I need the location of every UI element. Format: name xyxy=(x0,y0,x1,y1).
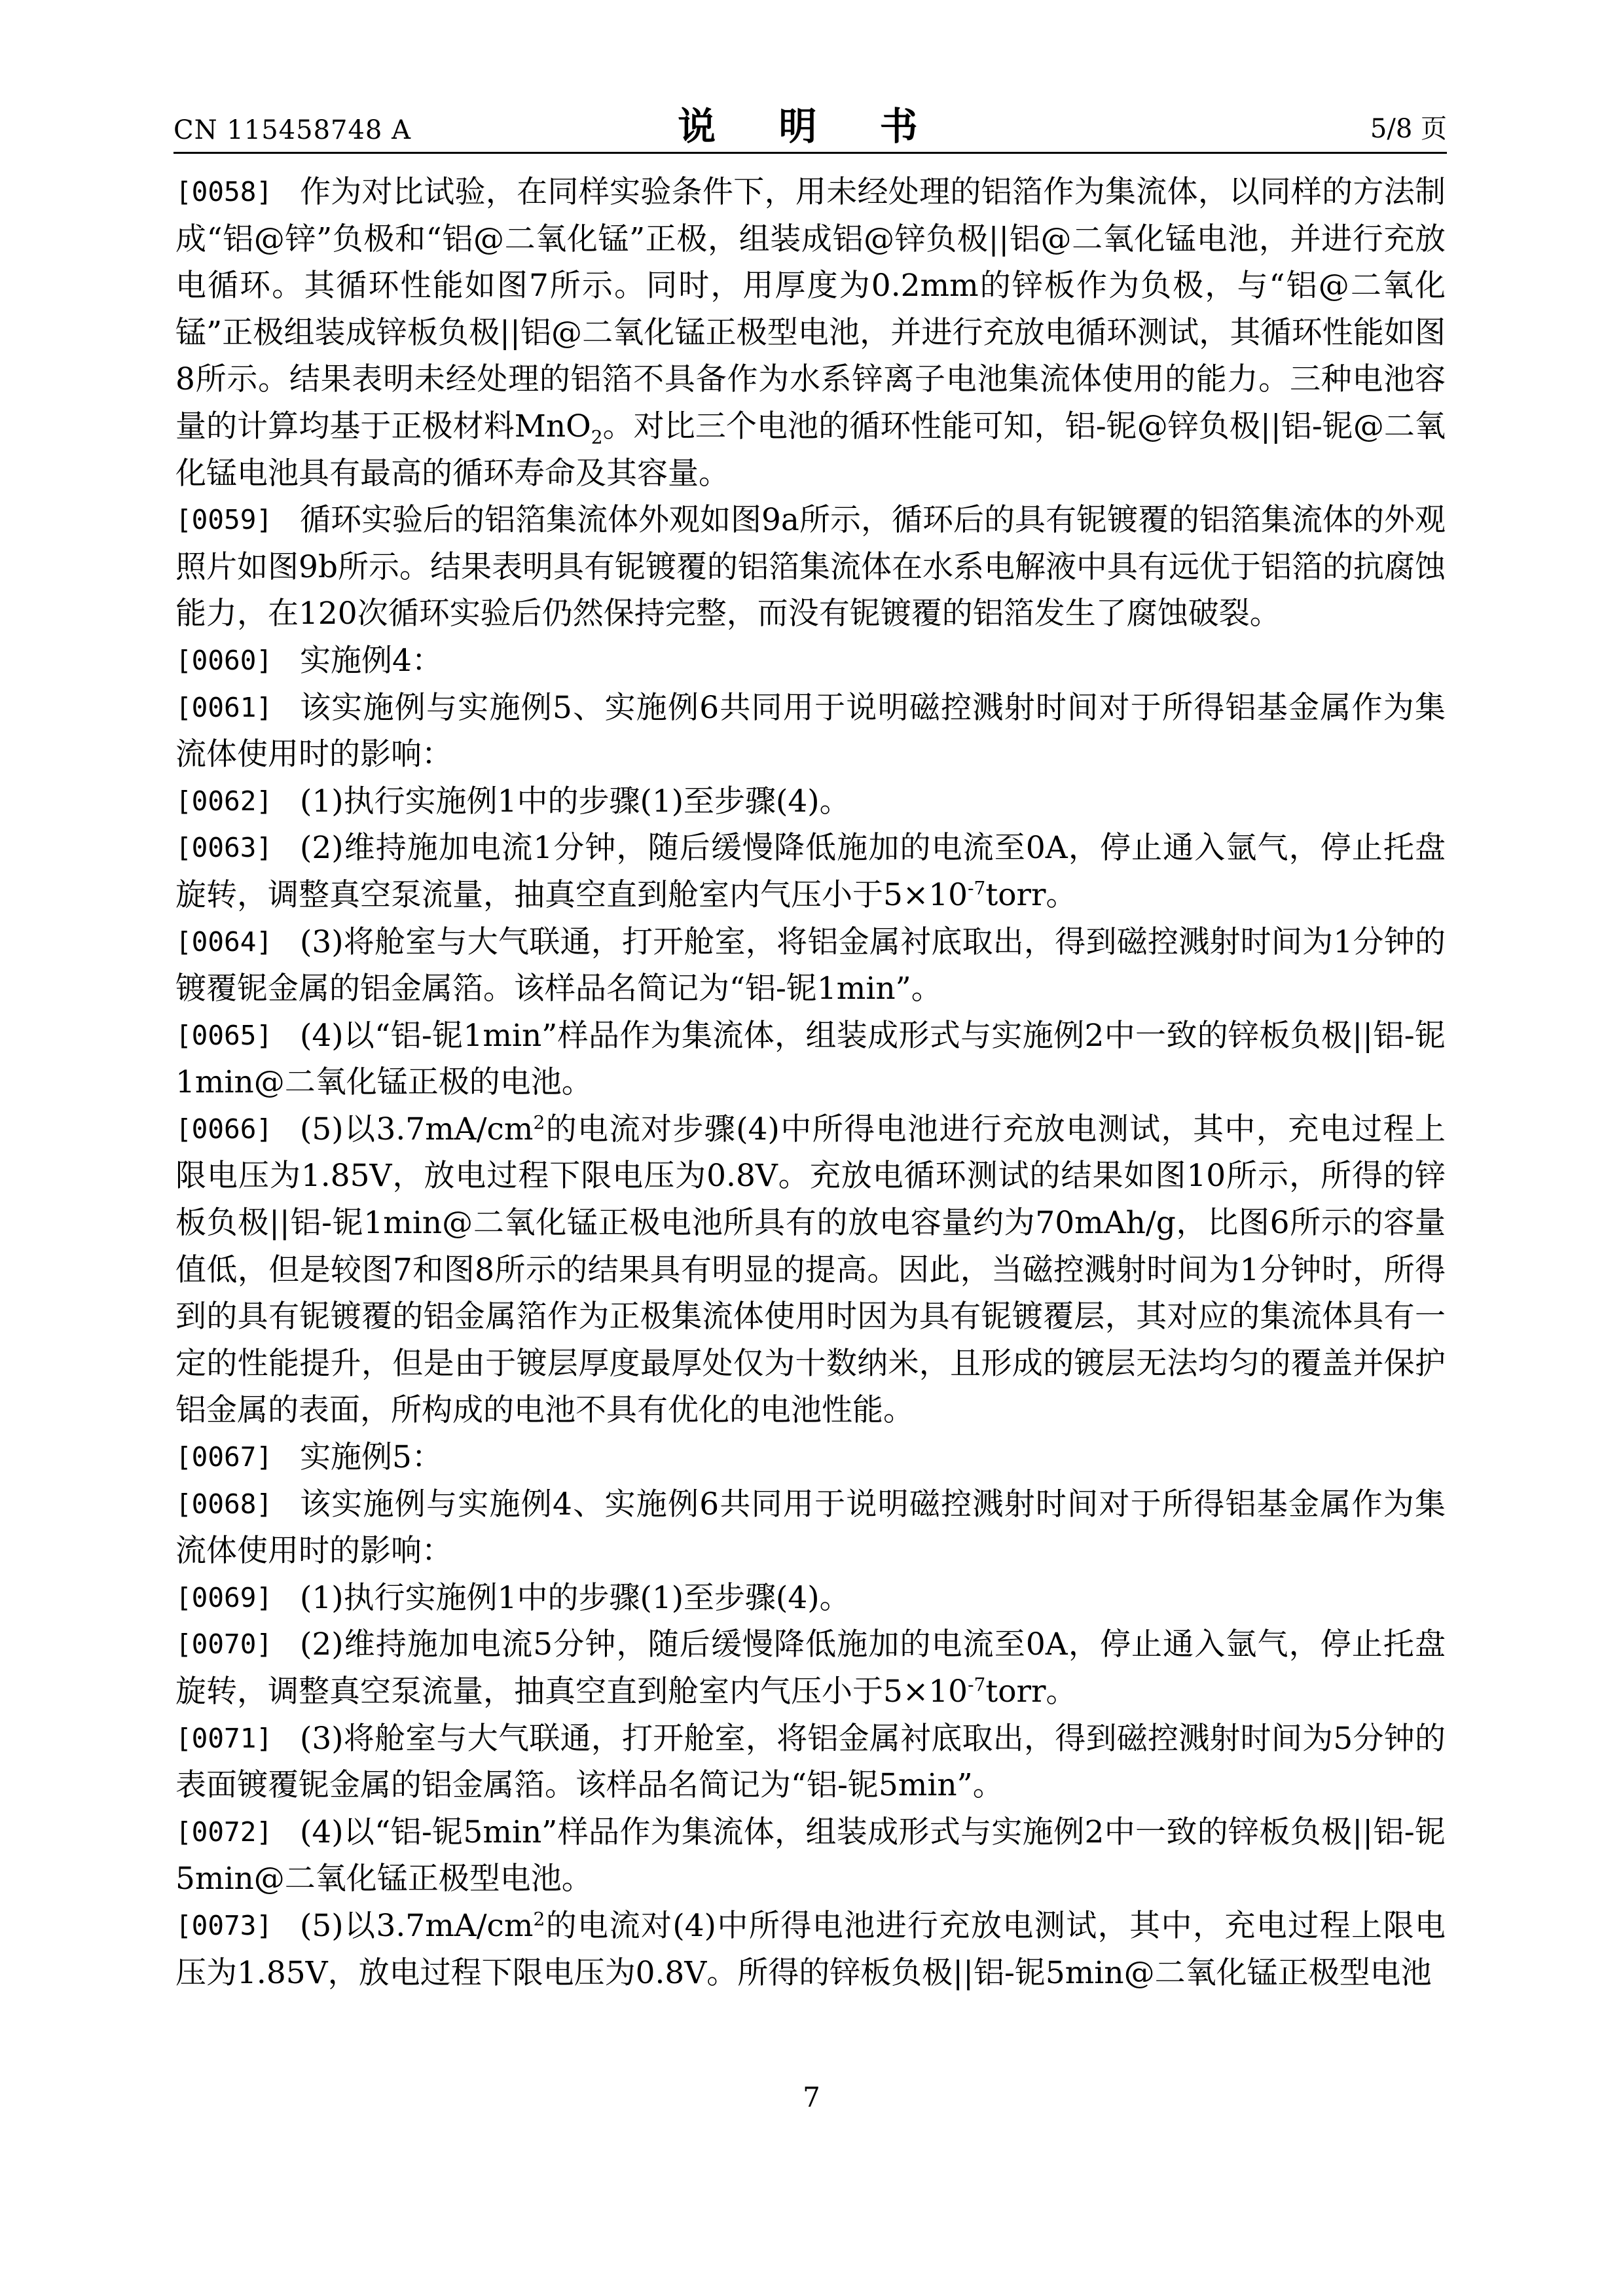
paragraph-number: [0071] xyxy=(175,1722,273,1754)
paragraph xyxy=(175,169,1446,497)
paragraph-text: (4)以“铝-铌5min”样品作为集流体，组装成形式与实施例2中一致的锌板负极||铝-铌5min@二氧化锰正极型电池。 xyxy=(175,1814,1446,1897)
paragraph-number: [0064] xyxy=(175,925,273,958)
paragraph-text: 。对比三个电池的循环性能可知，铝-铌@锌负极||铝-铌@二氧化锰电池具有最高的循环寿命及其容量。 xyxy=(175,408,1446,492)
paragraph-number: [0072] xyxy=(175,1816,273,1848)
paragraph-number: [0069] xyxy=(175,1581,273,1613)
paragraph-text: (2)维持施加电流5分钟，随后缓慢降低施加的电流至0A，停止通入氩气，停止托盘旋转，调整真空泵流量，抽真空直到舱室内气压小于5×10 xyxy=(175,1626,1446,1710)
paragraph xyxy=(175,685,1446,778)
page-number: 7 xyxy=(803,2081,820,2113)
paragraph xyxy=(175,1621,1446,1715)
paragraph xyxy=(175,825,1446,918)
paragraph-number: [0067] xyxy=(175,1441,273,1473)
paragraph-text: (2)维持施加电流1分钟，随后缓慢降低施加的电流至0A，停止通入氩气，停止托盘旋转，调整真空泵流量，抽真空直到舱室内气压小于5×10 xyxy=(175,830,1446,913)
paragraph-number: [0061] xyxy=(175,691,273,723)
superscript: 2 xyxy=(533,1908,545,1930)
paragraph xyxy=(175,919,1446,1013)
paragraph-text: 的电流对(4)中所得电池进行充放电测试，其中，充电过程上限电压为1.85V，放电过程下限电压为0.8V。所得的锌板负极||铝-铌5min@二氧化锰正极型电池 xyxy=(175,1907,1446,1991)
paragraph-text: (1)执行实施例1中的步骤(1)至步骤(4)。 xyxy=(300,783,850,819)
paragraph-number: [0058] xyxy=(175,176,273,207)
paragraph xyxy=(175,1809,1446,1903)
paragraph-number: [0059] xyxy=(175,504,273,536)
paragraph-text: 该实施例与实施例4、实施例6共同用于说明磁控溅射时间对于所得铝基金属作为集流体使用时的影响： xyxy=(175,1486,1446,1570)
paragraph-text: 作为对比试验，在同样实验条件下，用未经处理的铝箔作为集流体，以同样的方法制成“铝@锌”负极和“铝@二氧化锰”正极，组装成铝@锌负极||铝@二氧化锰电池，并进行充放电循环。其循环性能如图7所示。同时，用厚度为0.2mm的锌板作为负极，与“铝@二氧化锰”正极组装成锌板负极||铝@二氧化锰正极型电池，并进行充放电循环测试，其循环性能如图8所示。结果表明未经处理的铝箔不具备作为水系锌离子电池集流体使用的能力。三种电池容量的计算均基于正极材料MnO xyxy=(175,174,1446,444)
paragraph xyxy=(175,1434,1446,1481)
paragraph xyxy=(175,1715,1446,1809)
paragraph-text: (5)以3.7mA/cm xyxy=(300,1111,534,1147)
superscript: -7 xyxy=(968,877,986,899)
superscript: -7 xyxy=(968,1674,986,1696)
header-rule xyxy=(173,152,1447,154)
paragraph-number: [0073] xyxy=(175,1909,273,1941)
paragraph xyxy=(175,1481,1446,1575)
paragraph-text: (5)以3.7mA/cm xyxy=(300,1907,534,1944)
paragraph-text: (3)将舱室与大气联通，打开舱室，将铝金属衬底取出，得到磁控溅射时间为1分钟的镀覆铌金属的铝金属箔。该样品名简记为“铝-铌1min”。 xyxy=(175,924,1446,1007)
paragraph-text: 该实施例与实施例5、实施例6共同用于说明磁控溅射时间对于所得铝基金属作为集流体使用时的影响： xyxy=(175,689,1446,773)
paragraph-text: (1)执行实施例1中的步骤(1)至步骤(4)。 xyxy=(300,1579,850,1616)
document-body xyxy=(175,169,1446,1996)
paragraph-number: [0070] xyxy=(175,1628,273,1660)
paragraph xyxy=(175,778,1446,825)
paragraph-number: [0063] xyxy=(175,832,273,864)
paragraph-text: torr。 xyxy=(985,876,1077,913)
superscript: 2 xyxy=(533,1111,545,1134)
paragraph xyxy=(175,1106,1446,1434)
paragraph-number: [0066] xyxy=(175,1113,273,1145)
paragraph-text: 循环实验后的铝箔集流体外观如图9a所示，循环后的具有铌镀覆的铝箔集流体的外观照片如图9b所示。结果表明具有铌镀覆的铝箔集流体在水系电解液中具有远优于铝箔的抗腐蚀能力，在120次循环实验后仍然保持完整，而没有铌镀覆的铝箔发生了腐蚀破裂。 xyxy=(175,502,1446,632)
page-header xyxy=(173,98,1447,151)
paragraph-text: 实施例4： xyxy=(300,642,443,679)
paragraph xyxy=(175,1013,1446,1106)
paragraph-number: [0068] xyxy=(175,1488,273,1520)
paragraph-text: (4)以“铝-铌1min”样品作为集流体，组装成形式与实施例2中一致的锌板负极||铝-铌1min@二氧化锰正极的电池。 xyxy=(175,1017,1446,1101)
page-indicator: 5/8 页 xyxy=(1370,114,1447,144)
paragraph xyxy=(175,1903,1446,1996)
paragraph-number: [0062] xyxy=(175,785,273,817)
subscript: 2 xyxy=(591,426,603,448)
paragraph-number: [0060] xyxy=(175,644,273,676)
paragraph-text: 实施例5： xyxy=(300,1439,443,1476)
paragraph xyxy=(175,1575,1446,1622)
paragraph-number: [0065] xyxy=(175,1019,273,1051)
paragraph xyxy=(175,497,1446,637)
document-number: CN 115458748 A xyxy=(173,115,411,145)
document-title: 说 明 书 xyxy=(678,104,943,149)
paragraph-text: (3)将舱室与大气联通，打开舱室，将铝金属衬底取出，得到磁控溅射时间为5分钟的表面镀覆铌金属的铝金属箔。该样品名简记为“铝-铌5min”。 xyxy=(175,1720,1446,1804)
paragraph-text: 的电流对步骤(4)中所得电池进行充放电测试，其中，充电过程上限电压为1.85V，放电过程下限电压为0.8V。充放电循环测试的结果如图10所示，所得的锌板负极||铝-铌1min@二氧化锰正极电池所具有的放电容量约为70mAh/g，比图6所示的容量值低，但是较图7和图8所示的结果具有明显的提高。因此，当磁控溅射时间为1分钟时，所得到的具有铌镀覆的铝金属箔作为正极集流体使用时因为具有铌镀覆层，其对应的集流体具有一定的性能提升，但是由于镀层厚度最厚处仅为十数纳米，且形成的镀层无法均匀的覆盖并保护铝金属的表面，所构成的电池不具有优化的电池性能。 xyxy=(175,1111,1446,1429)
paragraph-text: torr。 xyxy=(985,1674,1077,1710)
paragraph xyxy=(175,637,1446,685)
